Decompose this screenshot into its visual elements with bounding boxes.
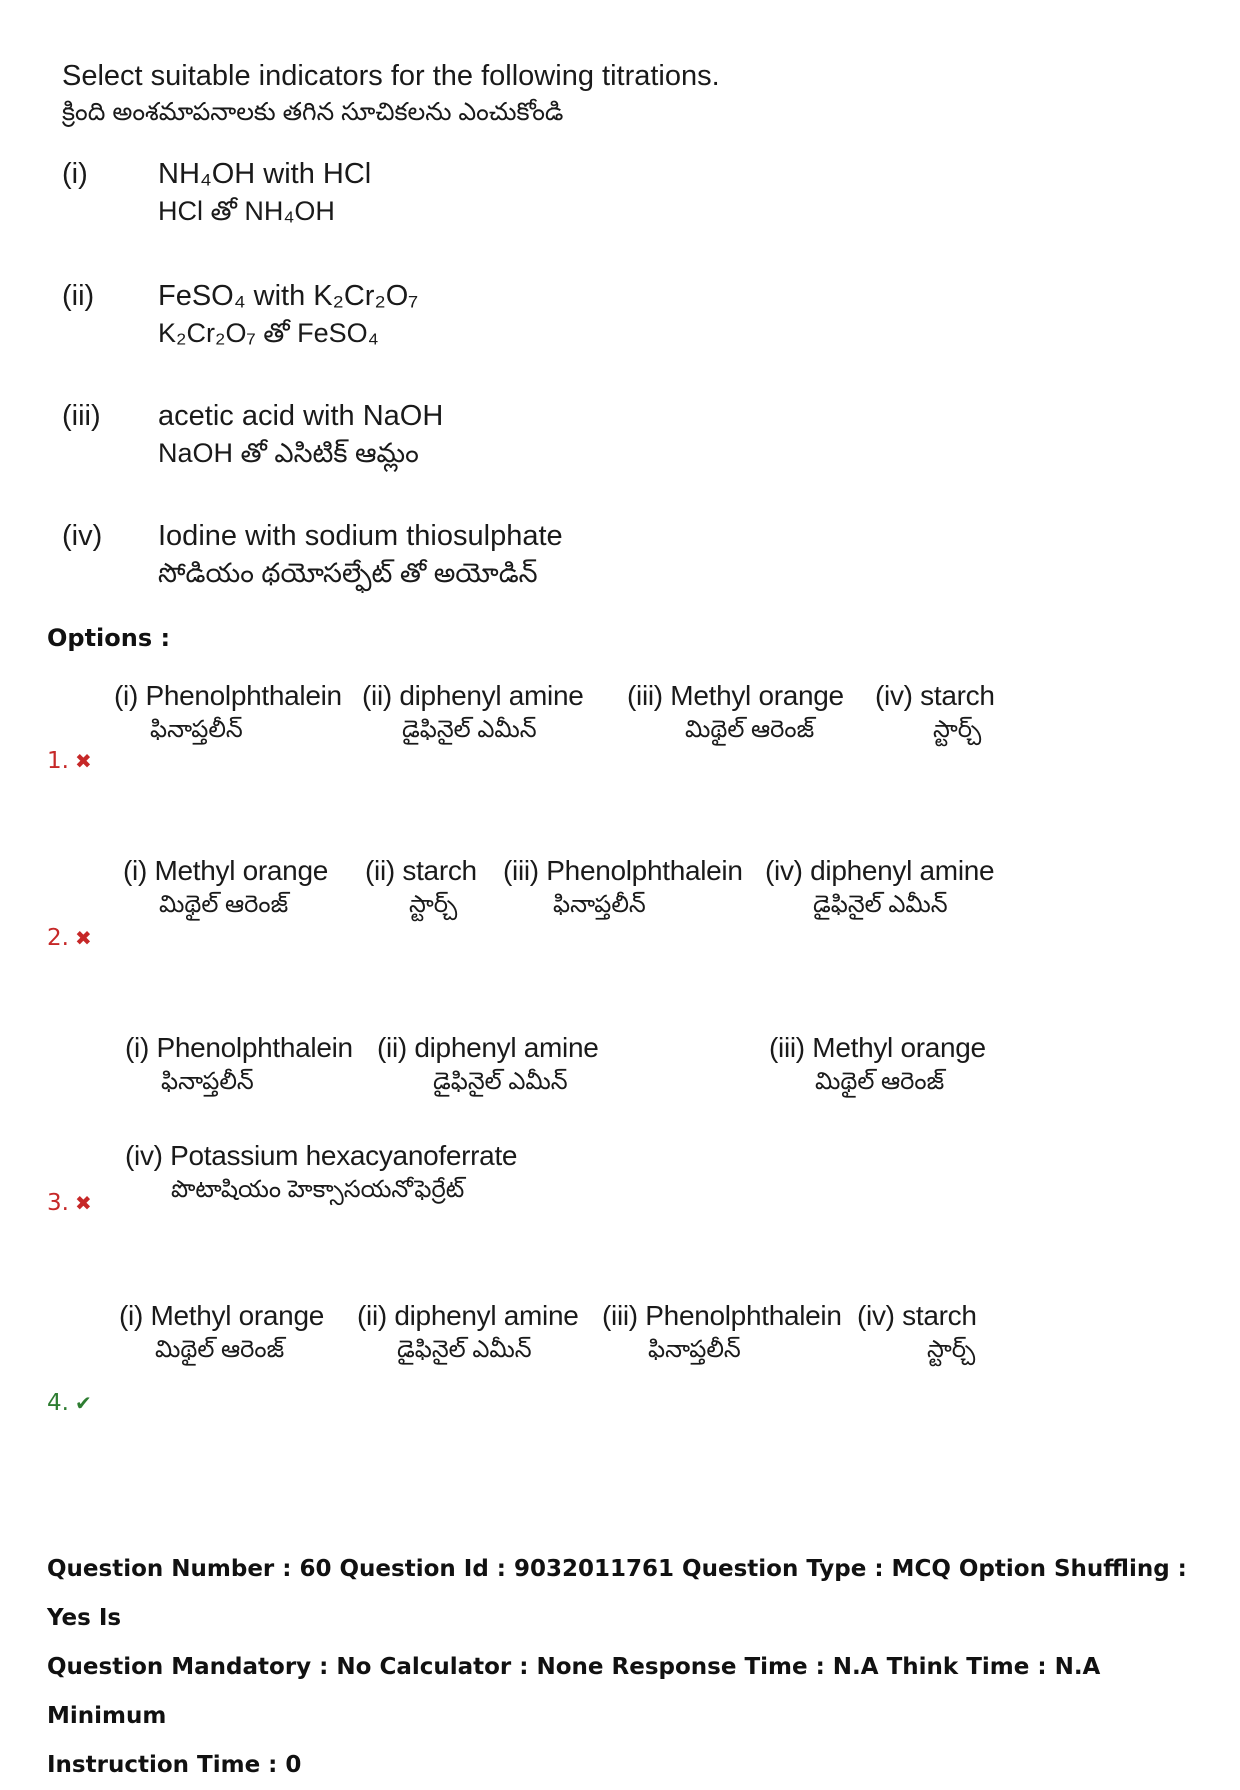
option-cell-te: ఫినాప్తలీన్ xyxy=(161,1068,254,1095)
option-cell-te: ఫినాప్తలీన్ xyxy=(648,1336,741,1363)
option-cell-en: (ii) diphenyl amine xyxy=(357,1300,579,1331)
options-heading: Options : xyxy=(47,624,171,652)
question-stem xyxy=(62,58,822,130)
question-metadata xyxy=(47,1545,1207,1790)
metadata-line: Question Mandatory : No Calculator : None Response Time : N.A Think Time : N.A Minimum xyxy=(47,1654,1101,1729)
sub-question-number: (iv) xyxy=(62,520,103,552)
option-cell-en: (iii) Phenolphthalein xyxy=(602,1300,842,1331)
sub-question-text-te: సోడియం థయోసల్ఫేట్ తో అయోడిన్ xyxy=(158,558,538,588)
cross-icon: ✖ xyxy=(74,749,92,773)
option-cell-en: (i) Methyl orange xyxy=(119,1300,324,1331)
option-cell-te: డైఫినైల్ ఎమీన్ xyxy=(813,891,948,918)
option-cell-te: డైఫినైల్ ఎమీన్ xyxy=(397,1336,532,1363)
option-cell xyxy=(602,1300,842,1369)
option-cell xyxy=(125,1032,353,1101)
option-cell-en: (i) Phenolphthalein xyxy=(125,1032,353,1063)
option-cell-en: (iv) starch xyxy=(875,680,995,711)
metadata-line: Question Number : 60 Question Id : 9032011761 Question Type : MCQ Option Shuffling : Yes Is xyxy=(47,1556,1187,1631)
option-cell-te: పొటాషియం హెక్సాసయనోఫెర్రేట్ xyxy=(171,1176,465,1203)
option-cell-en: (ii) starch xyxy=(365,855,477,886)
option-cell xyxy=(357,1300,579,1369)
option-number: 1. xyxy=(47,748,69,774)
sub-question-text-te: NaOH తో ఎసిటిక్ ఆమ్లం xyxy=(158,438,419,468)
option-cell xyxy=(125,1140,517,1209)
sub-question-text-en: FeSO₄ with K₂Cr₂O₇ xyxy=(158,280,419,312)
option-cell xyxy=(114,680,342,749)
option-cell-en: (iv) starch xyxy=(857,1300,977,1331)
option-cell-te: స్టార్చ్ xyxy=(409,891,458,918)
option-cell-en: (i) Methyl orange xyxy=(123,855,328,886)
option-cell-en: (ii) diphenyl amine xyxy=(377,1032,599,1063)
option-cell-en: (iii) Methyl orange xyxy=(627,680,844,711)
option-cell-en: (iv) diphenyl amine xyxy=(765,855,995,886)
option-marker xyxy=(47,748,92,774)
option-cell-en: (iii) Phenolphthalein xyxy=(503,855,743,886)
option-cell xyxy=(857,1300,977,1369)
option-marker xyxy=(47,1190,92,1216)
option-cell-en: (iii) Methyl orange xyxy=(769,1032,986,1063)
option-cell-te: మిథైల్ ఆరెంజ్ xyxy=(155,1336,285,1363)
option-cell-te: డైఫినైల్ ఎమీన్ xyxy=(402,716,537,743)
question-title-te: క్రింది అంశమాపనాలకు తగిన సూచికలను ఎంచుకోండి xyxy=(62,98,564,126)
option-cell xyxy=(362,680,584,749)
option-cell-te: మిథైల్ ఆరెంజ్ xyxy=(685,716,815,743)
option-cell-te: మిథైల్ ఆరెంజ్ xyxy=(159,891,289,918)
option-marker xyxy=(47,1390,92,1416)
option-cell xyxy=(119,1300,324,1369)
option-marker xyxy=(47,925,92,951)
option-cell xyxy=(627,680,844,749)
cross-icon: ✖ xyxy=(74,926,92,950)
option-cell-te: ఫినాప్తలీన్ xyxy=(553,891,646,918)
sub-question-text-te: K₂Cr₂O₇ తో FeSO₄ xyxy=(158,318,379,348)
check-icon: ✔ xyxy=(74,1391,92,1415)
option-cell-te: డైఫినైల్ ఎమీన్ xyxy=(433,1068,568,1095)
sub-question-number: (i) xyxy=(62,158,88,190)
option-cell-te: ఫినాప్తలీన్ xyxy=(150,716,243,743)
option-cell xyxy=(377,1032,599,1101)
option-cell-te: మిథైల్ ఆరెంజ్ xyxy=(815,1068,945,1095)
option-cell-en: (iv) Potassium hexacyanoferrate xyxy=(125,1140,518,1171)
option-cell xyxy=(365,855,477,924)
option-cell xyxy=(123,855,328,924)
option-1[interactable] xyxy=(47,680,1197,790)
sub-question-number: (iii) xyxy=(62,400,101,432)
option-cell-en: (ii) diphenyl amine xyxy=(362,680,584,711)
sub-question-text-en: Iodine with sodium thiosulphate xyxy=(158,520,563,552)
sub-question-text-en: acetic acid with NaOH xyxy=(158,400,444,432)
question-title-en: Select suitable indicators for the following titrations. xyxy=(62,60,720,92)
option-number: 3. xyxy=(47,1190,69,1216)
option-cell-en: (i) Phenolphthalein xyxy=(114,680,342,711)
option-3[interactable] xyxy=(47,1032,1197,1232)
option-cell xyxy=(765,855,994,924)
option-2[interactable] xyxy=(47,855,1197,965)
metadata-line: Instruction Time : 0 xyxy=(47,1752,302,1778)
sub-question-text-te: HCl తో NH₄OH xyxy=(158,196,335,226)
option-4[interactable] xyxy=(47,1300,1197,1416)
option-cell xyxy=(503,855,743,924)
cross-icon: ✖ xyxy=(74,1191,92,1215)
option-number: 2. xyxy=(47,925,69,951)
option-cell-te: స్టార్చ్ xyxy=(927,1336,976,1363)
option-number: 4. xyxy=(47,1390,69,1416)
sub-question-text-en: NH₄OH with HCl xyxy=(158,158,372,190)
sub-question-number: (ii) xyxy=(62,280,95,312)
option-cell-te: స్టార్చ్ xyxy=(933,716,982,743)
option-cell xyxy=(875,680,995,749)
option-cell xyxy=(769,1032,986,1101)
